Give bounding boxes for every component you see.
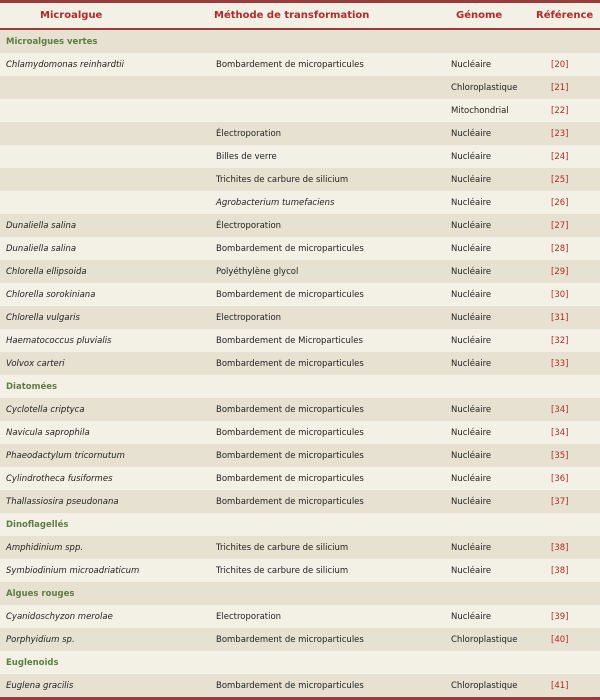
genome-cell: Mitochondrial bbox=[451, 105, 509, 116]
species-cell: Dunaliella salina bbox=[6, 243, 77, 254]
method-cell: Bombardement de Microparticules bbox=[216, 335, 363, 346]
species-cell: Volvox carteri bbox=[6, 358, 65, 369]
table-header bbox=[0, 0, 600, 30]
genome-cell: Nucléaire bbox=[451, 427, 492, 438]
section-row bbox=[0, 30, 600, 53]
section-row bbox=[0, 513, 600, 536]
species-cell: Porphyidium sp. bbox=[6, 634, 75, 645]
section-label: Euglenoids bbox=[6, 657, 59, 668]
method-cell: Bombardement de microparticules bbox=[216, 450, 364, 461]
table-row bbox=[0, 306, 600, 329]
reference-cell: [31] bbox=[551, 312, 569, 323]
method-cell: Bombardement de microparticules bbox=[216, 496, 364, 507]
reference-cell: [30] bbox=[551, 289, 569, 300]
table-row bbox=[0, 421, 600, 444]
reference-cell: [28] bbox=[551, 243, 569, 254]
species-cell: Chlorella vulgaris bbox=[6, 312, 80, 323]
table-body bbox=[0, 30, 600, 697]
genome-cell: Nucléaire bbox=[451, 243, 492, 254]
table-row bbox=[0, 122, 600, 145]
reference-cell: [21] bbox=[551, 82, 569, 93]
method-cell: Bombardement de microparticules bbox=[216, 289, 364, 300]
method-cell: Bombardement de microparticules bbox=[216, 634, 364, 645]
genome-cell: Nucléaire bbox=[451, 312, 492, 323]
genome-cell: Nucléaire bbox=[451, 565, 492, 576]
table-row bbox=[0, 490, 600, 513]
genome-cell: Nucléaire bbox=[451, 450, 492, 461]
genome-cell: Nucléaire bbox=[451, 151, 492, 162]
section-row bbox=[0, 582, 600, 605]
table-row bbox=[0, 168, 600, 191]
table-row bbox=[0, 352, 600, 375]
method-cell: Bombardement de microparticules bbox=[216, 473, 364, 484]
species-cell: Navicula saprophila bbox=[6, 427, 90, 438]
method-cell: Bombardement de microparticules bbox=[216, 427, 364, 438]
table-row bbox=[0, 329, 600, 352]
genome-cell: Nucléaire bbox=[451, 220, 492, 231]
genome-cell: Nucléaire bbox=[451, 289, 492, 300]
method-cell: Electroporation bbox=[216, 611, 282, 622]
reference-cell: [27] bbox=[551, 220, 569, 231]
genome-cell: Chloroplastique bbox=[451, 680, 518, 691]
method-cell: Bombardement de microparticules bbox=[216, 680, 364, 691]
species-cell: Chlamydomonas reinhardtii bbox=[6, 59, 125, 70]
section-label: Diatomées bbox=[6, 381, 58, 392]
genome-cell: Nucléaire bbox=[451, 174, 492, 185]
reference-cell: [29] bbox=[551, 266, 569, 277]
reference-cell: [24] bbox=[551, 151, 569, 162]
method-cell: Bombardement de microparticules bbox=[216, 59, 364, 70]
method-cell: Trichites de carbure de silicium bbox=[216, 565, 349, 576]
method-cell: Électroporation bbox=[216, 128, 282, 139]
method-cell: Polyéthylène glycol bbox=[216, 266, 299, 277]
table-row bbox=[0, 559, 600, 582]
genome-cell: Nucléaire bbox=[451, 335, 492, 346]
genome-cell: Chloroplastique bbox=[451, 634, 518, 645]
genome-cell: Nucléaire bbox=[451, 358, 492, 369]
genome-cell: Nucléaire bbox=[451, 404, 492, 415]
genome-cell: Nucléaire bbox=[451, 611, 492, 622]
header-genome: Génome bbox=[456, 10, 503, 21]
genome-cell: Nucléaire bbox=[451, 59, 492, 70]
table-row bbox=[0, 53, 600, 76]
table-row bbox=[0, 398, 600, 421]
genome-cell: Chloroplastique bbox=[451, 82, 518, 93]
section-label: Dinoflagellés bbox=[6, 519, 69, 530]
species-cell: Chlorella sorokiniana bbox=[6, 289, 96, 300]
table-row bbox=[0, 76, 600, 99]
species-cell: Dunaliella salina bbox=[6, 220, 77, 231]
table-row bbox=[0, 99, 600, 122]
species-cell: Euglena gracilis bbox=[6, 680, 74, 691]
reference-cell: [22] bbox=[551, 105, 569, 116]
reference-cell: [38] bbox=[551, 565, 569, 576]
header-reference: Référence bbox=[536, 10, 594, 21]
section-row bbox=[0, 651, 600, 674]
reference-cell: [36] bbox=[551, 473, 569, 484]
genome-cell: Nucléaire bbox=[451, 266, 492, 277]
method-cell: Billes de verre bbox=[216, 151, 277, 162]
section-label: Microalgues vertes bbox=[6, 36, 98, 47]
genome-cell: Nucléaire bbox=[451, 496, 492, 507]
method-cell: Agrobacterium tumefaciens bbox=[216, 197, 335, 208]
reference-cell: [26] bbox=[551, 197, 569, 208]
reference-cell: [34] bbox=[551, 404, 569, 415]
method-cell: Bombardement de microparticules bbox=[216, 243, 364, 254]
table-row bbox=[0, 467, 600, 490]
reference-cell: [33] bbox=[551, 358, 569, 369]
species-cell: Haematococcus pluvialis bbox=[6, 335, 112, 346]
reference-cell: [37] bbox=[551, 496, 569, 507]
table-row bbox=[0, 283, 600, 306]
header-microalgue: Microalgue bbox=[40, 10, 103, 21]
table-row bbox=[0, 605, 600, 628]
table-row bbox=[0, 444, 600, 467]
species-cell: Chlorella ellipsoida bbox=[6, 266, 87, 277]
species-cell: Cyanidoschyzon merolae bbox=[6, 611, 113, 622]
reference-cell: [40] bbox=[551, 634, 569, 645]
species-cell: Cyclotella criptyca bbox=[6, 404, 85, 415]
method-cell: Trichites de carbure de silicium bbox=[216, 174, 349, 185]
species-cell: Amphidinium spp. bbox=[6, 542, 84, 553]
genome-cell: Nucléaire bbox=[451, 473, 492, 484]
table-row bbox=[0, 214, 600, 237]
section-label: Algues rouges bbox=[6, 588, 75, 599]
species-cell: Symbiodinium microadriaticum bbox=[6, 565, 140, 576]
table-row bbox=[0, 628, 600, 651]
genome-cell: Nucléaire bbox=[451, 128, 492, 139]
table-row bbox=[0, 145, 600, 168]
reference-cell: [34] bbox=[551, 427, 569, 438]
header-methode: Méthode de transformation bbox=[214, 10, 370, 21]
reference-cell: [23] bbox=[551, 128, 569, 139]
reference-cell: [41] bbox=[551, 680, 569, 691]
genome-cell: Nucléaire bbox=[451, 197, 492, 208]
table-row bbox=[0, 260, 600, 283]
table-row bbox=[0, 536, 600, 559]
reference-cell: [38] bbox=[551, 542, 569, 553]
reference-cell: [35] bbox=[551, 450, 569, 461]
section-row bbox=[0, 375, 600, 398]
reference-cell: [20] bbox=[551, 59, 569, 70]
method-cell: Bombardement de microparticules bbox=[216, 358, 364, 369]
reference-cell: [32] bbox=[551, 335, 569, 346]
species-cell: Phaeodactylum tricornutum bbox=[6, 450, 125, 461]
species-cell: Cylindrotheca fusiformes bbox=[6, 473, 113, 484]
method-cell: Electroporation bbox=[216, 312, 282, 323]
table-row bbox=[0, 237, 600, 260]
genome-cell: Nucléaire bbox=[451, 542, 492, 553]
species-cell: Thallassiosira pseudonana bbox=[6, 496, 119, 507]
method-cell: Électroporation bbox=[216, 220, 282, 231]
reference-cell: [25] bbox=[551, 174, 569, 185]
method-cell: Trichites de carbure de silicium bbox=[216, 542, 349, 553]
reference-cell: [39] bbox=[551, 611, 569, 622]
table-row bbox=[0, 191, 600, 214]
table-row bbox=[0, 674, 600, 697]
method-cell: Bombardement de microparticules bbox=[216, 404, 364, 415]
